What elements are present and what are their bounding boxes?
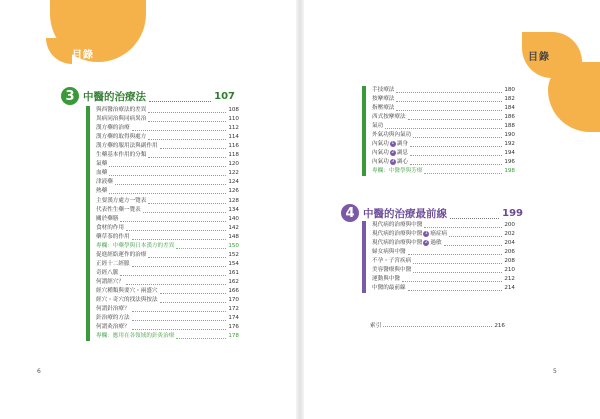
entry-page-number: 112	[228, 125, 239, 132]
entry-page-number: 188	[504, 123, 515, 130]
dot-leader	[109, 166, 226, 167]
entry-title-text: 漢方藥的服用法與副作用	[96, 143, 158, 150]
entry-title	[96, 187, 107, 196]
dot-leader	[148, 203, 226, 204]
entry-title	[372, 131, 411, 140]
toc-entry[interactable]	[96, 269, 239, 278]
toc-entry[interactable]	[372, 86, 515, 95]
dot-leader	[115, 184, 227, 185]
dot-leader	[444, 245, 503, 246]
entry-title	[96, 206, 141, 215]
entry-title	[96, 142, 158, 151]
entry-page-number: 202	[504, 231, 515, 238]
entry-page-number: 128	[228, 197, 239, 204]
entry-title-suffix: 調身	[396, 141, 408, 148]
toc-entry[interactable]	[96, 106, 239, 115]
dot-leader	[383, 326, 492, 327]
entry-page-number: 142	[228, 224, 239, 231]
entry-page-number: 184	[504, 105, 515, 112]
entry-page-number: 208	[504, 258, 515, 265]
toc-entry[interactable]	[96, 233, 239, 242]
dot-leader	[402, 281, 502, 282]
entry-title	[372, 167, 422, 176]
entry-title-text: 食材的作用	[96, 224, 124, 231]
dot-leader	[450, 217, 499, 219]
dot-leader	[148, 139, 226, 140]
dot-leader	[160, 148, 227, 149]
entry-title	[372, 122, 383, 131]
index-label: 索引	[370, 323, 382, 329]
toc-entry[interactable]	[96, 178, 239, 187]
entry-page-number: 148	[228, 233, 239, 240]
entry-page-number: 116	[228, 143, 239, 150]
toc-entry[interactable]	[96, 296, 239, 305]
toc-entry[interactable]	[96, 323, 239, 332]
entry-title	[96, 260, 130, 269]
entry-page-number: 198	[504, 168, 515, 175]
entry-title	[96, 197, 146, 206]
entry-title	[372, 149, 408, 158]
entry-title-text: 何謂灸治療？	[96, 324, 130, 331]
toc-entry[interactable]	[96, 151, 239, 160]
entry-page-number: 110	[228, 116, 239, 123]
entry-title-text: 專欄：中醫學與芳療	[372, 168, 423, 175]
dot-leader	[396, 101, 502, 102]
toc-entry[interactable]	[96, 187, 239, 196]
chapter-title: 中醫的治療最前線	[363, 207, 447, 220]
entry-title	[372, 266, 411, 275]
entry-page-number: 186	[504, 114, 515, 121]
toc-entry[interactable]	[372, 275, 515, 284]
entry-title-text: 指壓療法	[372, 105, 395, 112]
entry-title-text: 中醫的最前線	[372, 285, 406, 292]
chapter-page-number: 107	[214, 90, 235, 102]
toc-entry[interactable]	[372, 266, 515, 275]
dot-leader	[424, 173, 502, 174]
entry-page-number: 152	[228, 251, 239, 258]
orange-blob-decoration	[548, 62, 600, 132]
entry-page-number: 196	[504, 159, 515, 166]
toc-heading-label: 目錄	[528, 52, 550, 63]
entry-title-suffix: 調息	[396, 150, 408, 157]
entry-page-number: 176	[228, 324, 239, 331]
toc-entry[interactable]	[96, 196, 239, 205]
entry-title-text: 漢方藥的治療	[96, 125, 130, 132]
entry-title	[96, 278, 124, 287]
entry-title	[96, 242, 174, 251]
dot-leader	[132, 239, 227, 240]
entry-title-text: 現代病的治療與中醫	[372, 240, 423, 247]
entry-title-text: 血藥	[96, 170, 108, 177]
entry-page-number: 118	[228, 152, 239, 159]
dot-leader	[148, 257, 226, 258]
toc-entry[interactable]	[372, 257, 515, 266]
entry-title	[372, 140, 408, 149]
entry-page-number: 182	[504, 96, 515, 103]
toc-entry[interactable]	[96, 215, 239, 224]
index-page-number: 216	[494, 323, 505, 329]
toc-entry[interactable]	[96, 305, 239, 314]
entry-title-text: 正經十二經脈	[96, 260, 130, 267]
entry-title-text: 按摩療法	[372, 96, 395, 103]
entry-number-badge: 2	[391, 149, 395, 155]
entry-page-number: 204	[504, 240, 515, 247]
entry-title-text: 關於藥膳	[96, 215, 119, 222]
entry-title	[96, 287, 158, 296]
entry-title	[372, 158, 408, 167]
entry-page-number: 122	[228, 170, 239, 177]
dot-leader	[149, 100, 211, 102]
entry-page-number: 194	[504, 150, 515, 157]
toc-entry[interactable]	[372, 230, 515, 239]
entry-page-number: 180	[504, 87, 515, 94]
dot-leader	[109, 193, 226, 194]
entry-title	[96, 133, 146, 142]
entry-title-text: 經穴・奇穴的找法與按法	[96, 297, 158, 304]
dot-leader	[126, 284, 226, 285]
entry-title	[96, 160, 107, 169]
chapter-number-circle: 3	[61, 87, 79, 105]
entry-title	[96, 251, 146, 260]
entry-page-number: 212	[504, 276, 515, 283]
dot-leader	[132, 329, 227, 330]
entry-number-badge: 2	[424, 239, 428, 245]
entry-title-text: 現代病的治療與中醫	[372, 231, 423, 238]
chapter-3-heading[interactable]	[61, 86, 235, 106]
toc-entry[interactable]	[96, 115, 239, 124]
toc-entry[interactable]	[372, 248, 515, 257]
entry-page-number: 108	[228, 107, 239, 114]
toc-entry[interactable]	[372, 221, 515, 230]
dot-leader	[160, 293, 227, 294]
entry-title	[96, 106, 146, 115]
entry-title-text: 不孕・子宮疾病	[372, 258, 412, 265]
entry-title-text: 熱藥	[96, 188, 108, 195]
dot-leader	[396, 92, 502, 93]
toc-heading-label: 目錄	[72, 50, 94, 61]
dot-leader	[410, 155, 502, 156]
entry-title	[96, 224, 124, 233]
entry-page-number: 150	[228, 242, 239, 249]
entry-title	[96, 178, 113, 187]
dot-leader	[424, 227, 502, 228]
toc-column-entry[interactable]	[96, 332, 239, 341]
entry-page-number: 120	[228, 161, 239, 168]
chapter-3-continued-entry-list	[362, 86, 515, 176]
entry-page-number: 140	[228, 215, 239, 222]
entry-title-text: 外氣功與內氣功	[372, 132, 412, 139]
toc-entry[interactable]	[96, 314, 239, 323]
chapter-4-entry-list	[362, 221, 515, 293]
entry-title	[96, 323, 130, 332]
dot-leader	[410, 164, 502, 165]
entry-title	[372, 275, 400, 284]
entry-title-text: 美容醫療與中醫	[372, 267, 412, 274]
entry-title-text: 藥草茶的作用	[96, 233, 130, 240]
entry-title-text: 氣藥	[96, 161, 108, 168]
entry-title-text: 專欄：中藥學與日本漢方的差異	[96, 242, 175, 249]
entry-title	[96, 124, 130, 133]
entry-title-text: 內氣功	[372, 141, 389, 148]
dot-leader	[143, 212, 227, 213]
dot-leader	[132, 320, 227, 321]
entry-page-number: 166	[228, 287, 239, 294]
entry-page-number: 190	[504, 132, 515, 139]
chapter-page-number: 199	[502, 207, 523, 219]
toc-entry[interactable]	[372, 95, 515, 104]
entry-page-number: 126	[228, 188, 239, 195]
entry-title	[96, 169, 107, 178]
entry-title-suffix: 調心	[396, 159, 408, 166]
entry-title	[372, 230, 447, 239]
dot-leader	[408, 119, 503, 120]
entry-page-number: 214	[504, 285, 515, 292]
entry-title-text: 奇經八脈	[96, 269, 119, 276]
entry-page-number: 172	[228, 306, 239, 313]
entry-title-text: 促進經絡運作的治療	[96, 251, 147, 258]
dot-leader	[449, 236, 502, 237]
dot-leader	[410, 146, 502, 147]
entry-page-number: 162	[228, 278, 239, 285]
toc-entry[interactable]	[372, 140, 515, 149]
dot-leader	[132, 311, 227, 312]
chapter-3-entry-list	[86, 106, 239, 341]
entry-title-text: 何謂針治療？	[96, 306, 130, 313]
toc-entry[interactable]	[96, 169, 239, 178]
entry-title	[96, 215, 118, 224]
dot-leader	[160, 302, 227, 303]
entry-title-text: 針治療的方法	[96, 315, 130, 322]
entry-title	[372, 221, 422, 230]
entry-title-text: 專欄：應用在各領域的針灸治療	[96, 333, 175, 340]
entry-title	[372, 113, 406, 122]
dot-leader	[396, 110, 502, 111]
toc-entry[interactable]	[372, 104, 515, 113]
entry-title	[372, 248, 406, 257]
dot-leader	[413, 137, 502, 138]
entry-title-text: 漢方藥的取得與處方	[96, 134, 147, 141]
entry-title	[372, 257, 411, 266]
toc-entry[interactable]	[372, 284, 515, 293]
dot-leader	[126, 230, 226, 231]
toc-entry[interactable]	[96, 133, 239, 142]
entry-title-text: 經穴種類與要穴・兩盛穴	[96, 287, 158, 294]
dot-leader	[408, 290, 503, 291]
entry-page-number: 124	[228, 179, 239, 186]
entry-title	[372, 95, 394, 104]
toc-entry[interactable]	[96, 124, 239, 133]
entry-title-text: 與西醫治療法的差異	[96, 107, 147, 114]
entry-title	[96, 233, 130, 242]
dot-leader	[413, 272, 502, 273]
entry-number-badge: 1	[391, 140, 395, 146]
dot-leader	[109, 175, 226, 176]
entry-page-number: 170	[228, 297, 239, 304]
entry-title-text: 氣功	[372, 123, 384, 130]
toc-entry[interactable]	[372, 131, 515, 140]
entry-title-text: 何謂經穴？	[96, 278, 124, 285]
toc-entry[interactable]	[96, 260, 239, 269]
entry-title-suffix: 癌症病	[430, 231, 448, 238]
entry-page-number: 210	[504, 267, 515, 274]
entry-title-text: 異病同治與同病異治	[96, 116, 147, 123]
page-number: 5	[553, 368, 557, 375]
book-gutter	[296, 0, 304, 419]
toc-entry[interactable]	[372, 122, 515, 131]
toc-entry[interactable]	[96, 278, 239, 287]
dot-leader	[176, 338, 226, 339]
chapter-title: 中醫的治療法	[83, 90, 146, 103]
entry-page-number: 154	[228, 260, 239, 267]
entry-title-text: 現代病的治療與中醫	[372, 222, 423, 229]
dot-leader	[413, 263, 502, 264]
entry-title-text: 婦女病與中醫	[372, 249, 406, 256]
entry-title	[96, 332, 174, 341]
toc-entry[interactable]	[372, 158, 515, 167]
toc-entry[interactable]	[96, 160, 239, 169]
entry-title-text: 代表性生藥一覽表	[96, 206, 141, 213]
entry-page-number: 206	[504, 249, 515, 256]
dot-leader	[148, 157, 226, 158]
entry-title-text: 津液藥	[96, 179, 113, 186]
toc-entry[interactable]	[96, 251, 239, 260]
entry-title	[372, 239, 442, 248]
entry-title-text: 運動與中醫	[372, 276, 400, 283]
entry-title-text: 生藥基本作用的分類	[96, 152, 147, 159]
entry-title	[96, 115, 146, 124]
chapter-number-circle: 4	[341, 204, 359, 222]
toc-entry[interactable]	[372, 149, 515, 158]
orange-blob-decoration	[46, 38, 72, 64]
entry-title	[372, 284, 406, 293]
entry-title	[96, 296, 158, 305]
entry-number-badge: 3	[391, 158, 395, 164]
dot-leader	[132, 130, 227, 131]
entry-page-number: 174	[228, 315, 239, 322]
entry-title-text: 內氣功	[372, 150, 389, 157]
entry-title	[372, 86, 394, 95]
entry-title-text: 西式按摩療法	[372, 114, 406, 121]
entry-page-number: 178	[228, 333, 239, 340]
dot-leader	[148, 121, 226, 122]
entry-title	[96, 314, 130, 323]
entry-title-suffix: 過敏	[430, 240, 442, 247]
toc-entry[interactable]	[96, 142, 239, 151]
entry-page-number: 200	[504, 222, 515, 229]
entry-title	[372, 104, 394, 113]
dot-leader	[385, 128, 502, 129]
dot-leader	[408, 254, 503, 255]
index-entry[interactable]	[370, 321, 505, 329]
entry-title	[96, 269, 118, 278]
toc-entry[interactable]	[96, 206, 239, 215]
dot-leader	[148, 112, 226, 113]
toc-column-entry[interactable]	[96, 242, 239, 251]
entry-page-number: 134	[228, 206, 239, 213]
chapter-4-heading[interactable]	[341, 203, 523, 223]
entry-title-text: 手技療法	[372, 87, 395, 94]
entry-title-text: 主要漢方處方一覽表	[96, 197, 147, 204]
dot-leader	[120, 275, 226, 276]
entry-title	[96, 151, 146, 160]
entry-page-number: 114	[228, 134, 239, 141]
toc-column-entry[interactable]	[372, 167, 515, 176]
toc-entry[interactable]	[96, 287, 239, 296]
dot-leader	[176, 248, 226, 249]
dot-leader	[132, 266, 227, 267]
entry-title-text: 內氣功	[372, 159, 389, 166]
entry-title	[96, 305, 130, 314]
entry-page-number: 192	[504, 141, 515, 148]
toc-entry[interactable]	[372, 239, 515, 248]
entry-number-badge: 1	[424, 230, 428, 236]
toc-entry[interactable]	[372, 113, 515, 122]
page-number: 6	[37, 368, 41, 375]
toc-entry[interactable]	[96, 224, 239, 233]
entry-page-number: 161	[228, 269, 239, 276]
dot-leader	[120, 221, 226, 222]
